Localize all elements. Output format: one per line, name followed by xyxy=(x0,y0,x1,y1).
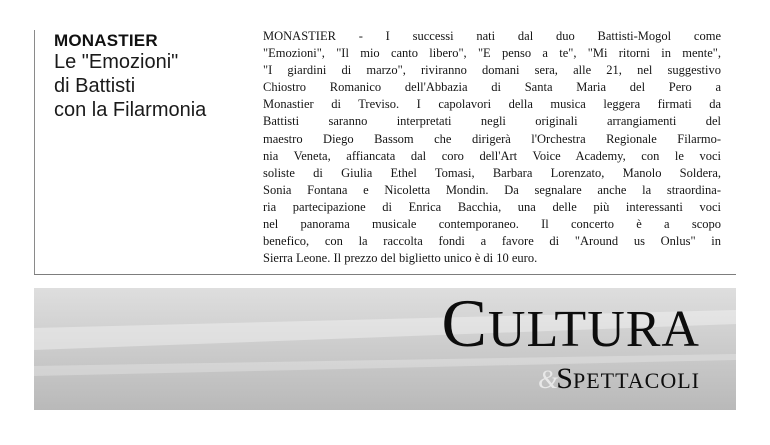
article-body xyxy=(263,28,721,264)
body-line: Monastier di Treviso. I capolavori della musica leggera firmati da xyxy=(263,97,721,112)
headline-line: Le "Emozioni" xyxy=(54,51,179,73)
article-kicker: MONASTIER xyxy=(54,31,158,50)
body-line: benefico, con la raccolta fondi a favore di "Around us Onlus" in xyxy=(263,234,721,249)
body-line: ria partecipazione di Enrica Bacchia, una delle più interessanti voci xyxy=(263,199,721,214)
body-line: MONASTIER - I successi nati dal duo Battisti-Mogol come xyxy=(263,29,721,43)
headline-line: di Battisti xyxy=(54,75,136,97)
section-title-rest: ULTURA xyxy=(487,301,700,358)
body-line: "I giardini di marzo", riviranno domani sera, alle 21, nel suggestivo xyxy=(263,63,721,78)
body-line: maestro Diego Bassom che dirigerà l'Orchestra Regionale Filarmo- xyxy=(263,131,721,146)
section-title xyxy=(442,288,700,363)
section-subtitle-ampersand: & xyxy=(538,365,559,394)
article-headline xyxy=(54,50,254,122)
section-subtitle-rest: PETTACOLI xyxy=(572,368,700,393)
left-column-rule xyxy=(34,30,35,274)
body-line: Sonia Fontana e Nicoletta Mondin. Da segnalare anche la straordina- xyxy=(263,182,721,197)
body-line: Sierra Leone. Il prezzo del biglietto unico è di 10 euro. xyxy=(263,251,538,266)
body-line: nia Veneta, affiancata dal coro dell'Art Voice Academy, con le voci xyxy=(263,148,721,163)
body-line: nel panorama musicale contemporaneo. Il concerto è a scopo xyxy=(263,217,721,232)
body-line: soliste di Giulia Ethel Tomasi, Barbara Lorenzato, Manolo Soldera, xyxy=(263,165,721,180)
section-subtitle xyxy=(538,362,700,396)
body-line: Battisti saranno interpretati negli originali arrangiamenti del xyxy=(263,114,721,129)
body-line: "Emozioni", "Il mio canto libero", "E penso a te", "Mi ritorni in mente", xyxy=(263,46,721,61)
section-banner xyxy=(34,288,736,410)
headline-line: con la Filarmonia xyxy=(54,99,207,121)
bottom-rule xyxy=(34,274,736,275)
section-subtitle-initial: S xyxy=(556,362,573,395)
body-line: Chiostro Romanico dell'Abbazia di Santa Maria del Pero a xyxy=(263,80,721,95)
section-title-initial: C xyxy=(441,288,488,361)
